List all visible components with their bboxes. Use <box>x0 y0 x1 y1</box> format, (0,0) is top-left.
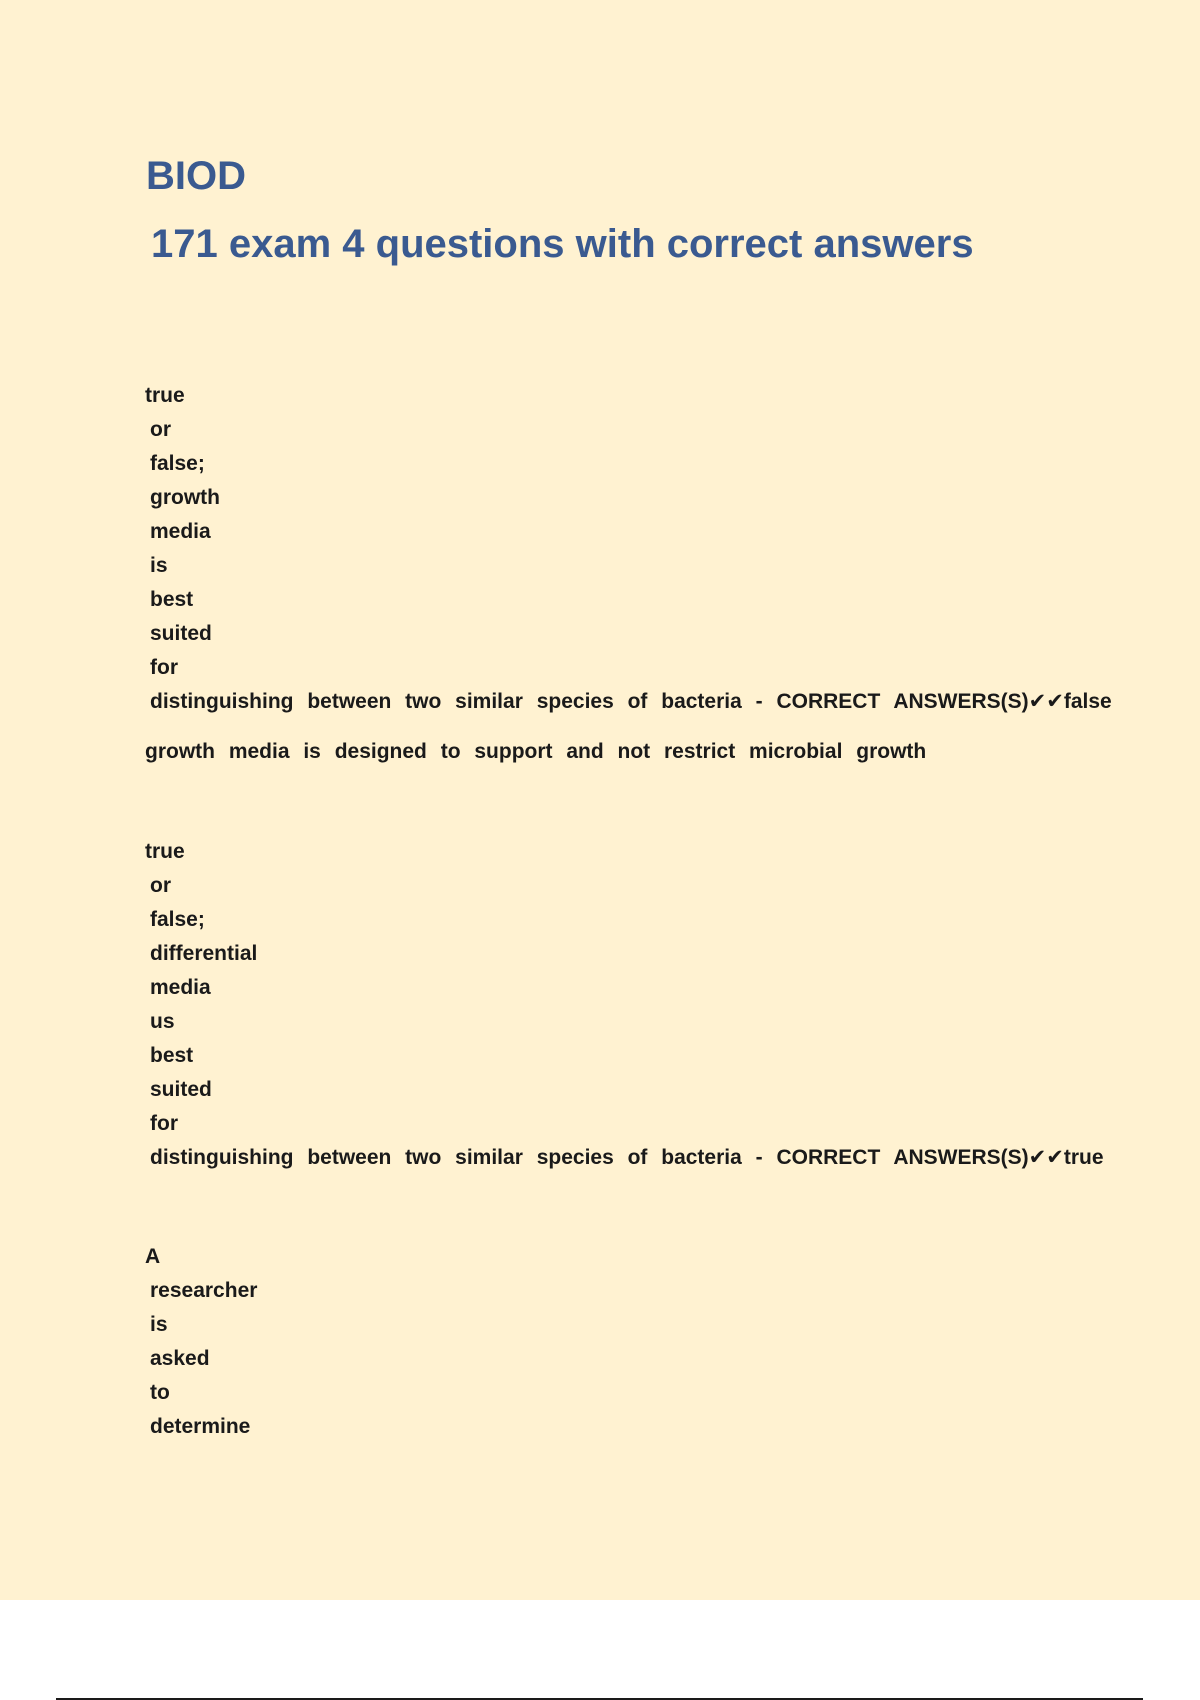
question-word: A <box>145 1245 161 1268</box>
question-word: for <box>150 1112 178 1135</box>
question-word: false; <box>150 452 205 475</box>
question-word: true <box>145 384 185 407</box>
question-word: media <box>150 520 211 543</box>
question-word: or <box>150 874 171 897</box>
question-word: suited <box>150 1078 212 1101</box>
question-answer-line: distinguishing between two similar species of bacteria - CORRECT ANSWERS(S)✔✔true <box>150 1146 1104 1169</box>
question-word: us <box>150 1010 175 1033</box>
question-word: asked <box>150 1347 210 1370</box>
question-word: is <box>150 1313 168 1336</box>
question-word: is <box>150 554 168 577</box>
question-word: growth <box>150 486 220 509</box>
question-word: best <box>150 1044 194 1067</box>
question-word: false; <box>150 908 205 931</box>
document-title-line2: 171 exam 4 questions with correct answers <box>151 222 974 266</box>
question-word: determine <box>150 1415 251 1438</box>
question-word: true <box>145 840 185 863</box>
question-1 <box>145 379 1112 719</box>
question-word: differential <box>150 942 258 965</box>
question-word: or <box>150 418 171 441</box>
question-2 <box>145 835 1104 1175</box>
question-word: media <box>150 976 211 999</box>
question-word: for <box>150 656 178 679</box>
question-word: to <box>150 1381 170 1404</box>
question-word: best <box>150 588 194 611</box>
question-3 <box>145 1240 257 1444</box>
question-answer-line: distinguishing between two similar species of bacteria - CORRECT ANSWERS(S)✔✔false <box>150 690 1112 713</box>
question-word: researcher <box>150 1279 258 1302</box>
answer-explanation: growth media is designed to support and not restrict microbial growth <box>145 740 927 763</box>
document-title-line1: BIOD <box>146 154 246 198</box>
question-word: suited <box>150 622 212 645</box>
